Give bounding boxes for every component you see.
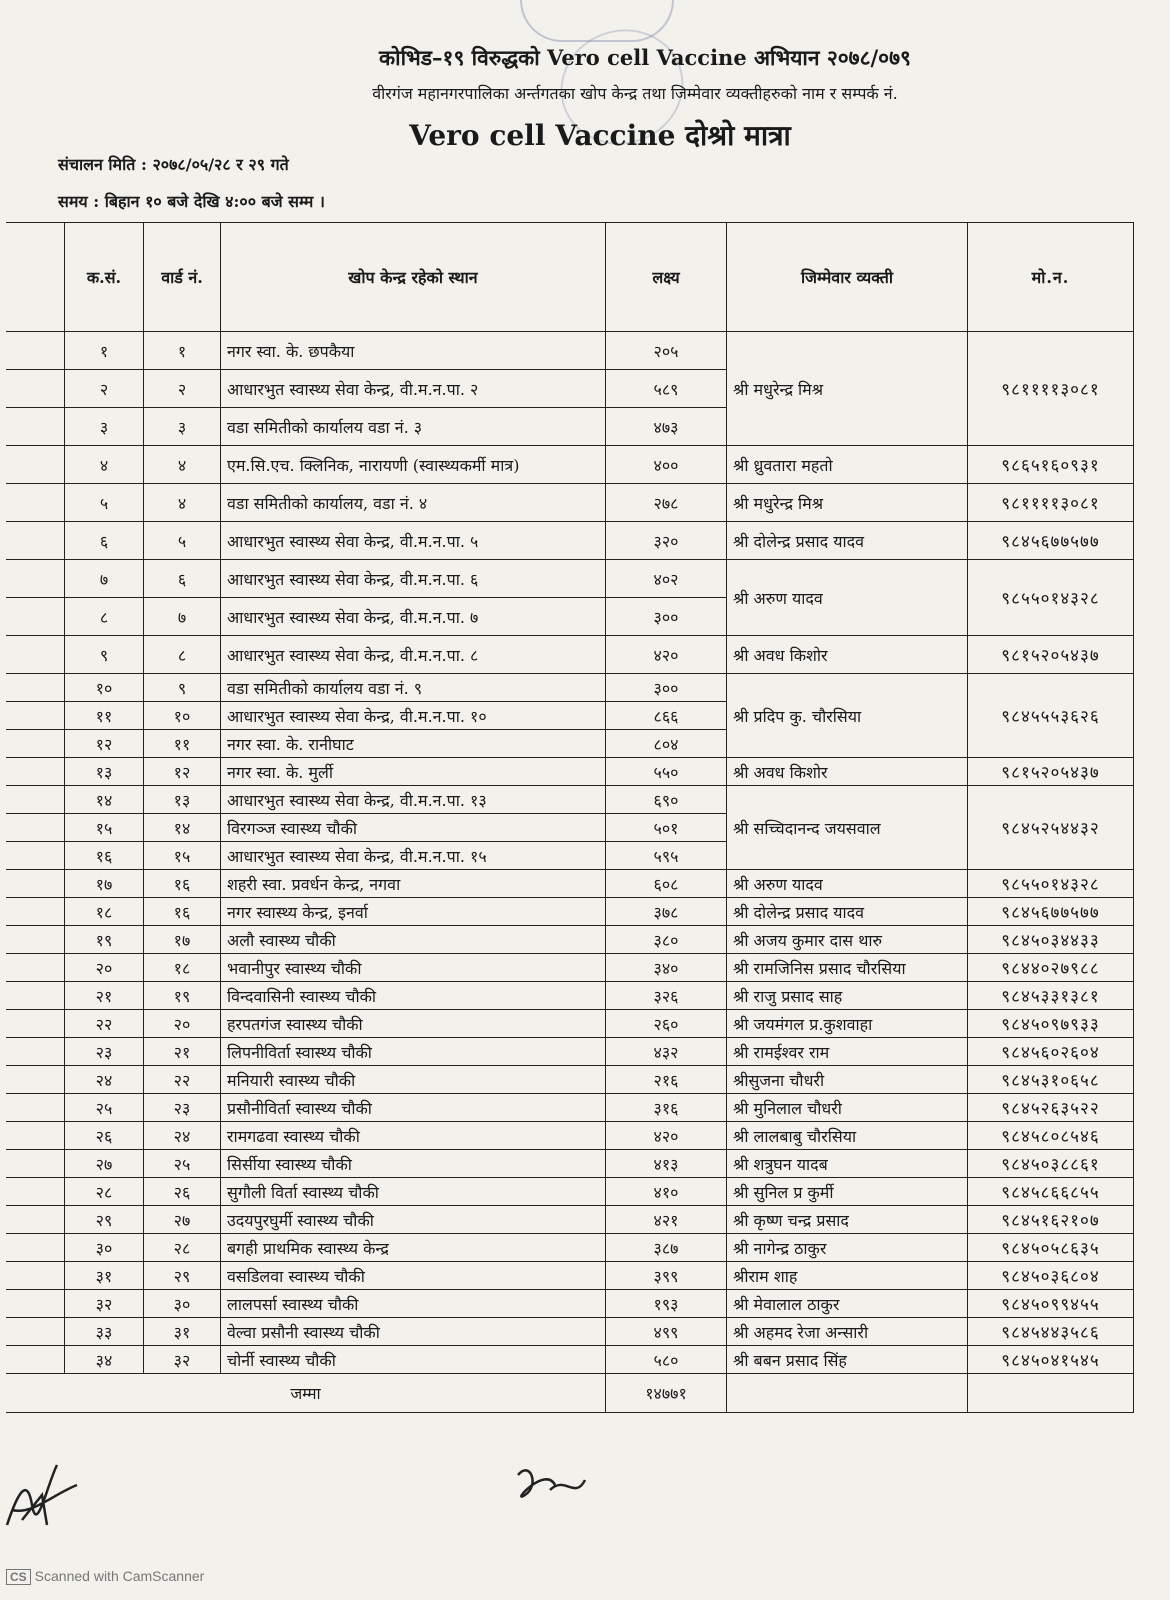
- ward-cell: ३: [144, 408, 221, 446]
- row-blank-cell: [6, 446, 65, 484]
- target-cell: २६०: [606, 1010, 727, 1038]
- total-empty-phone: [968, 1374, 1134, 1413]
- row-blank-cell: [6, 954, 65, 982]
- serial-cell: १९: [65, 926, 144, 954]
- location-cell: आधारभुत स्वास्थ्य सेवा केन्द्र, वी.म.न.पा. ८: [221, 636, 606, 674]
- phone-cell: ९८४५०३४४३३: [968, 926, 1134, 954]
- location-cell: आधारभुत स्वास्थ्य सेवा केन्द्र, वी.म.न.पा. १३: [221, 786, 606, 814]
- ward-cell: ९: [144, 674, 221, 702]
- ward-cell: ६: [144, 560, 221, 598]
- target-cell: ३८०: [606, 926, 727, 954]
- row-blank-cell: [6, 702, 65, 730]
- operation-time: समय : बिहान १० बजे देखि ४:०० बजे सम्म ।: [58, 192, 325, 211]
- responsible-person-cell: श्री लालबाबु चौरसिया: [727, 1122, 968, 1150]
- row-blank-cell: [6, 758, 65, 786]
- table-row: [6, 446, 1134, 484]
- serial-cell: २१: [65, 982, 144, 1010]
- col-serial: क.सं.: [65, 223, 144, 332]
- table-row: [6, 1094, 1134, 1122]
- location-cell: आधारभुत स्वास्थ्य सेवा केन्द्र, वी.म.न.पा. १०: [221, 702, 606, 730]
- serial-cell: २९: [65, 1206, 144, 1234]
- table-row: [6, 674, 1134, 702]
- serial-cell: २७: [65, 1150, 144, 1178]
- location-cell: सिर्सीया स्वास्थ्य चौकी: [221, 1150, 606, 1178]
- serial-cell: ३: [65, 408, 144, 446]
- target-cell: ८०४: [606, 730, 727, 758]
- table-row: [6, 560, 1134, 598]
- responsible-person-cell: श्री अवध किशोर: [727, 758, 968, 786]
- serial-cell: ९: [65, 636, 144, 674]
- responsible-person-cell: श्री शत्रुघन यादब: [727, 1150, 968, 1178]
- table-row: [6, 898, 1134, 926]
- ward-cell: २२: [144, 1066, 221, 1094]
- ward-cell: १३: [144, 786, 221, 814]
- target-cell: २०५: [606, 332, 727, 370]
- serial-cell: १: [65, 332, 144, 370]
- table-row: [6, 758, 1134, 786]
- table-row: [6, 1290, 1134, 1318]
- serial-cell: ८: [65, 598, 144, 636]
- ward-cell: १६: [144, 898, 221, 926]
- serial-cell: ११: [65, 702, 144, 730]
- serial-cell: ७: [65, 560, 144, 598]
- total-row: [6, 1374, 1134, 1413]
- row-blank-cell: [6, 408, 65, 446]
- table-header-row: [6, 223, 1134, 332]
- ward-cell: २५: [144, 1150, 221, 1178]
- camscanner-badge: CS: [6, 1569, 31, 1585]
- row-blank-cell: [6, 1010, 65, 1038]
- location-cell: लिपनीविर्ता स्वास्थ्य चौकी: [221, 1038, 606, 1066]
- phone-cell: ९८४४०२७९८८: [968, 954, 1134, 982]
- table-row: [6, 1234, 1134, 1262]
- location-cell: रामगढवा स्वास्थ्य चौकी: [221, 1122, 606, 1150]
- table-row: [6, 786, 1134, 814]
- responsible-person-cell: श्री मुनिलाल चौधरी: [727, 1094, 968, 1122]
- row-blank-cell: [6, 842, 65, 870]
- ward-cell: ३१: [144, 1318, 221, 1346]
- target-cell: ५८९: [606, 370, 727, 408]
- location-cell: वेल्वा प्रसौनी स्वास्थ्य चौकी: [221, 1318, 606, 1346]
- row-blank-cell: [6, 786, 65, 814]
- phone-cell: ९८१५२०५४३७: [968, 636, 1134, 674]
- table-row: [6, 926, 1134, 954]
- location-cell: नगर स्वास्थ्य केन्द्र, इनर्वा: [221, 898, 606, 926]
- row-blank-cell: [6, 560, 65, 598]
- ward-cell: २१: [144, 1038, 221, 1066]
- location-cell: आधारभुत स्वास्थ्य सेवा केन्द्र, वी.म.न.पा. ६: [221, 560, 606, 598]
- phone-cell: ९८५५०१४३२८: [968, 560, 1134, 636]
- phone-cell: ९८४५०३८८६१: [968, 1150, 1134, 1178]
- responsible-person-cell: श्री अजय कुमार दास थारु: [727, 926, 968, 954]
- location-cell: नगर स्वा. के. मुर्ली: [221, 758, 606, 786]
- serial-cell: ५: [65, 484, 144, 522]
- location-cell: विरगञ्ज स्वास्थ्य चौकी: [221, 814, 606, 842]
- dose-title: Vero cell Vaccine दोश्रो मात्रा: [409, 119, 791, 152]
- location-cell: बगही प्राथमिक स्वास्थ्य केन्द्र: [221, 1234, 606, 1262]
- row-blank-cell: [6, 1262, 65, 1290]
- table-row: [6, 332, 1134, 370]
- ward-cell: २८: [144, 1234, 221, 1262]
- row-blank-cell: [6, 522, 65, 560]
- location-cell: शहरी स्वा. प्रवर्धन केन्द्र, नगवा: [221, 870, 606, 898]
- row-blank-cell: [6, 1178, 65, 1206]
- responsible-person-cell: श्री राजु प्रसाद साह: [727, 982, 968, 1010]
- responsible-person-cell: श्री प्रदिप कु. चौरसिया: [727, 674, 968, 758]
- phone-cell: ९८४५४४३५८६: [968, 1318, 1134, 1346]
- operation-date: संचालन मिति : २०७८/०५/२८ र २९ गते: [58, 155, 289, 174]
- ward-cell: १८: [144, 954, 221, 982]
- serial-cell: ३०: [65, 1234, 144, 1262]
- responsible-person-cell: श्री अहमद रेजा अन्सारी: [727, 1318, 968, 1346]
- location-cell: नगर स्वा. के. छपकैया: [221, 332, 606, 370]
- col-phone: मो.न.: [968, 223, 1134, 332]
- responsible-person-cell: श्री अरुण यादव: [727, 560, 968, 636]
- serial-cell: ३३: [65, 1318, 144, 1346]
- location-cell: वसडिलवा स्वास्थ्य चौकी: [221, 1262, 606, 1290]
- location-cell: वडा समितीको कार्यालय वडा नं. ९: [221, 674, 606, 702]
- row-blank-cell: [6, 898, 65, 926]
- target-cell: ४००: [606, 446, 727, 484]
- phone-cell: ९८११११३०८१: [968, 484, 1134, 522]
- target-cell: ६९०: [606, 786, 727, 814]
- ward-cell: १४: [144, 814, 221, 842]
- location-cell: एम.सि.एच. क्लिनिक, नारायणी (स्वास्थ्यकर्मी मात्र): [221, 446, 606, 484]
- phone-cell: ९८५५०१४३२८: [968, 870, 1134, 898]
- col-ward: वार्ड नं.: [144, 223, 221, 332]
- phone-cell: ९८४५३३१३८१: [968, 982, 1134, 1010]
- serial-cell: ६: [65, 522, 144, 560]
- target-cell: ५९५: [606, 842, 727, 870]
- row-blank-cell: [6, 1290, 65, 1318]
- location-cell: हरपतगंज स्वास्थ्य चौकी: [221, 1010, 606, 1038]
- table-row: [6, 1066, 1134, 1094]
- phone-cell: ९८४५२५४४३२: [968, 786, 1134, 870]
- row-blank-cell: [6, 1206, 65, 1234]
- target-cell: ४०२: [606, 560, 727, 598]
- location-cell: अलौ स्वास्थ्य चौकी: [221, 926, 606, 954]
- target-cell: ४९९: [606, 1318, 727, 1346]
- target-cell: ३८७: [606, 1234, 727, 1262]
- table-row: [6, 522, 1134, 560]
- table-row: [6, 870, 1134, 898]
- location-cell: प्रसौनीविर्ता स्वास्थ्य चौकी: [221, 1094, 606, 1122]
- ward-cell: ३०: [144, 1290, 221, 1318]
- serial-cell: १२: [65, 730, 144, 758]
- target-cell: ३२६: [606, 982, 727, 1010]
- table-row: [6, 1010, 1134, 1038]
- serial-cell: १०: [65, 674, 144, 702]
- target-cell: ३२०: [606, 522, 727, 560]
- serial-cell: ३१: [65, 1262, 144, 1290]
- target-cell: ३१६: [606, 1094, 727, 1122]
- row-blank-cell: [6, 1346, 65, 1374]
- ward-cell: १०: [144, 702, 221, 730]
- ward-cell: २९: [144, 1262, 221, 1290]
- table-row: [6, 484, 1134, 522]
- serial-cell: २६: [65, 1122, 144, 1150]
- ward-cell: ४: [144, 446, 221, 484]
- responsible-person-cell: श्री सच्चिदानन्द जयसवाल: [727, 786, 968, 870]
- col-target: लक्ष्य: [606, 223, 727, 332]
- row-blank-cell: [6, 1234, 65, 1262]
- location-cell: मनियारी स्वास्थ्य चौकी: [221, 1066, 606, 1094]
- row-blank-cell: [6, 1066, 65, 1094]
- target-cell: २१६: [606, 1066, 727, 1094]
- target-cell: ४१०: [606, 1178, 727, 1206]
- location-cell: चोर्नी स्वास्थ्य चौकी: [221, 1346, 606, 1374]
- col-location: खोप केन्द्र रहेको स्थान: [221, 223, 606, 332]
- target-cell: ३९९: [606, 1262, 727, 1290]
- table-row: [6, 1206, 1134, 1234]
- table-body: [6, 332, 1134, 1374]
- row-blank-cell: [6, 814, 65, 842]
- responsible-person-cell: श्री अरुण यादव: [727, 870, 968, 898]
- responsible-person-cell: श्री दोलेन्द्र प्रसाद यादव: [727, 522, 968, 560]
- responsible-person-cell: श्री मधुरेन्द्र मिश्र: [727, 484, 968, 522]
- vaccination-centres-table: [6, 222, 1134, 1413]
- phone-cell: ९८४५०३६८०४: [968, 1262, 1134, 1290]
- phone-cell: ९८४५६०२६०४: [968, 1038, 1134, 1066]
- responsible-person-cell: श्री नागेन्द्र ठाकुर: [727, 1234, 968, 1262]
- target-cell: ८६६: [606, 702, 727, 730]
- location-cell: नगर स्वा. के. रानीघाट: [221, 730, 606, 758]
- table-row: [6, 1122, 1134, 1150]
- row-blank-cell: [6, 636, 65, 674]
- table-row: [6, 982, 1134, 1010]
- row-blank-cell: [6, 1150, 65, 1178]
- total-label: जम्मा: [6, 1374, 606, 1413]
- serial-cell: २५: [65, 1094, 144, 1122]
- serial-cell: २४: [65, 1066, 144, 1094]
- table-row: [6, 1346, 1134, 1374]
- serial-cell: १४: [65, 786, 144, 814]
- target-cell: ६०८: [606, 870, 727, 898]
- campaign-title: कोभिड–१९ विरुद्धको Vero cell Vaccine अभियान २०७८/०७९: [379, 45, 911, 70]
- row-blank-cell: [6, 674, 65, 702]
- ward-cell: १६: [144, 870, 221, 898]
- responsible-person-cell: श्री कृष्ण चन्द्र प्रसाद: [727, 1206, 968, 1234]
- location-cell: विन्दवासिनी स्वास्थ्य चौकी: [221, 982, 606, 1010]
- phone-cell: ९८४५१६२१०७: [968, 1206, 1134, 1234]
- location-cell: आधारभुत स्वास्थ्य सेवा केन्द्र, वी.म.न.पा. ७: [221, 598, 606, 636]
- phone-cell: ९८६५१६०९३१: [968, 446, 1134, 484]
- phone-cell: ९८१५२०५४३७: [968, 758, 1134, 786]
- row-blank-cell: [6, 332, 65, 370]
- row-blank-cell: [6, 870, 65, 898]
- row-blank-cell: [6, 598, 65, 636]
- location-cell: लालपर्सा स्वास्थ्य चौकी: [221, 1290, 606, 1318]
- target-cell: ४२१: [606, 1206, 727, 1234]
- location-cell: आधारभुत स्वास्थ्य सेवा केन्द्र, वी.म.न.पा. २: [221, 370, 606, 408]
- row-blank-cell: [6, 982, 65, 1010]
- target-cell: २७८: [606, 484, 727, 522]
- responsible-person-cell: श्री रामईश्वर राम: [727, 1038, 968, 1066]
- col-responsible: जिम्मेवार व्यक्ती: [727, 223, 968, 332]
- phone-cell: ९८४५६७७५७७: [968, 522, 1134, 560]
- ward-cell: ७: [144, 598, 221, 636]
- responsible-person-cell: श्री रामजिनिस प्रसाद चौरसिया: [727, 954, 968, 982]
- location-cell: वडा समितीको कार्यालय, वडा नं. ४: [221, 484, 606, 522]
- ward-cell: १९: [144, 982, 221, 1010]
- target-cell: १९३: [606, 1290, 727, 1318]
- phone-cell: ९८४५०९९४५५: [968, 1290, 1134, 1318]
- responsible-person-cell: श्री ध्रुवतारा महतो: [727, 446, 968, 484]
- phone-cell: ९८४५६७७५७७: [968, 898, 1134, 926]
- target-cell: ३७८: [606, 898, 727, 926]
- signature-right: [510, 1455, 590, 1515]
- table-row: [6, 1318, 1134, 1346]
- ward-cell: १७: [144, 926, 221, 954]
- blank-col: [6, 223, 65, 332]
- serial-cell: १८: [65, 898, 144, 926]
- table-row: [6, 636, 1134, 674]
- row-blank-cell: [6, 1122, 65, 1150]
- target-cell: ४७३: [606, 408, 727, 446]
- phone-cell: ९८४५३१०६५८: [968, 1066, 1134, 1094]
- total-value: १४७७१: [606, 1374, 727, 1413]
- signature-left: [2, 1455, 82, 1535]
- location-cell: आधारभुत स्वास्थ्य सेवा केन्द्र, वी.म.न.पा. १५: [221, 842, 606, 870]
- serial-cell: १६: [65, 842, 144, 870]
- location-cell: भवानीपुर स्वास्थ्य चौकी: [221, 954, 606, 982]
- table-row: [6, 954, 1134, 982]
- target-cell: ४१३: [606, 1150, 727, 1178]
- phone-cell: ९८४५८०८५४६: [968, 1122, 1134, 1150]
- target-cell: ४३२: [606, 1038, 727, 1066]
- location-cell: आधारभुत स्वास्थ्य सेवा केन्द्र, वी.म.न.पा. ५: [221, 522, 606, 560]
- serial-cell: २: [65, 370, 144, 408]
- serial-cell: २३: [65, 1038, 144, 1066]
- table-row: [6, 1038, 1134, 1066]
- table-row: [6, 1262, 1134, 1290]
- ward-cell: २: [144, 370, 221, 408]
- target-cell: ३००: [606, 598, 727, 636]
- target-cell: ५५०: [606, 758, 727, 786]
- target-cell: ५०१: [606, 814, 727, 842]
- serial-cell: ३२: [65, 1290, 144, 1318]
- row-blank-cell: [6, 1318, 65, 1346]
- target-cell: ४२०: [606, 636, 727, 674]
- ward-cell: २०: [144, 1010, 221, 1038]
- responsible-person-cell: श्री दोलेन्द्र प्रसाद यादव: [727, 898, 968, 926]
- ward-cell: २७: [144, 1206, 221, 1234]
- total-empty-person: [727, 1374, 968, 1413]
- scanner-footer: [6, 1568, 204, 1585]
- responsible-person-cell: श्री जयमंगल प्र.कुशवाहा: [727, 1010, 968, 1038]
- serial-cell: ४: [65, 446, 144, 484]
- phone-cell: ९८४५८६६८५५: [968, 1178, 1134, 1206]
- row-blank-cell: [6, 370, 65, 408]
- phone-cell: ९८४५०९७९३३: [968, 1010, 1134, 1038]
- ward-cell: ८: [144, 636, 221, 674]
- ward-cell: २४: [144, 1122, 221, 1150]
- phone-cell: ९८४५५५३६२६: [968, 674, 1134, 758]
- responsible-person-cell: श्रीसुजना चौधरी: [727, 1066, 968, 1094]
- responsible-person-cell: श्री अवध किशोर: [727, 636, 968, 674]
- serial-cell: ३४: [65, 1346, 144, 1374]
- phone-cell: ९८४५२६३५२२: [968, 1094, 1134, 1122]
- ward-cell: ११: [144, 730, 221, 758]
- subtitle: वीरगंज महानगरपालिका अर्न्तगतका खोप केन्द्र तथा जिम्मेवार व्यक्तीहरुको नाम र सम्पर्क नं.: [372, 84, 898, 103]
- target-cell: ४२०: [606, 1122, 727, 1150]
- ward-cell: ४: [144, 484, 221, 522]
- target-cell: ३००: [606, 674, 727, 702]
- ward-cell: ५: [144, 522, 221, 560]
- ward-cell: १: [144, 332, 221, 370]
- scanner-text: Scanned with CamScanner: [34, 1568, 205, 1584]
- serial-cell: २०: [65, 954, 144, 982]
- location-cell: उदयपुरघुर्मी स्वास्थ्य चौकी: [221, 1206, 606, 1234]
- ward-cell: २६: [144, 1178, 221, 1206]
- ward-cell: १२: [144, 758, 221, 786]
- row-blank-cell: [6, 1094, 65, 1122]
- target-cell: ५८०: [606, 1346, 727, 1374]
- serial-cell: २८: [65, 1178, 144, 1206]
- location-cell: वडा समितीको कार्यालय वडा नं. ३: [221, 408, 606, 446]
- responsible-person-cell: श्री मेवालाल ठाकुर: [727, 1290, 968, 1318]
- serial-cell: १३: [65, 758, 144, 786]
- ward-cell: ३२: [144, 1346, 221, 1374]
- phone-cell: ९८४५०४१५४५: [968, 1346, 1134, 1374]
- row-blank-cell: [6, 926, 65, 954]
- serial-cell: १७: [65, 870, 144, 898]
- row-blank-cell: [6, 1038, 65, 1066]
- phone-cell: ९८४५०५८६३५: [968, 1234, 1134, 1262]
- ward-cell: २३: [144, 1094, 221, 1122]
- row-blank-cell: [6, 484, 65, 522]
- target-cell: ३४०: [606, 954, 727, 982]
- responsible-person-cell: श्रीराम शाह: [727, 1262, 968, 1290]
- serial-cell: १५: [65, 814, 144, 842]
- responsible-person-cell: श्री सुनिल प्र कुर्मी: [727, 1178, 968, 1206]
- location-cell: सुगौली विर्ता स्वास्थ्य चौकी: [221, 1178, 606, 1206]
- ward-cell: १५: [144, 842, 221, 870]
- row-blank-cell: [6, 730, 65, 758]
- table-row: [6, 1178, 1134, 1206]
- responsible-person-cell: श्री बबन प्रसाद सिंह: [727, 1346, 968, 1374]
- responsible-person-cell: श्री मधुरेन्द्र मिश्र: [727, 332, 968, 446]
- serial-cell: २२: [65, 1010, 144, 1038]
- phone-cell: ९८११११३०८१: [968, 332, 1134, 446]
- table-row: [6, 1150, 1134, 1178]
